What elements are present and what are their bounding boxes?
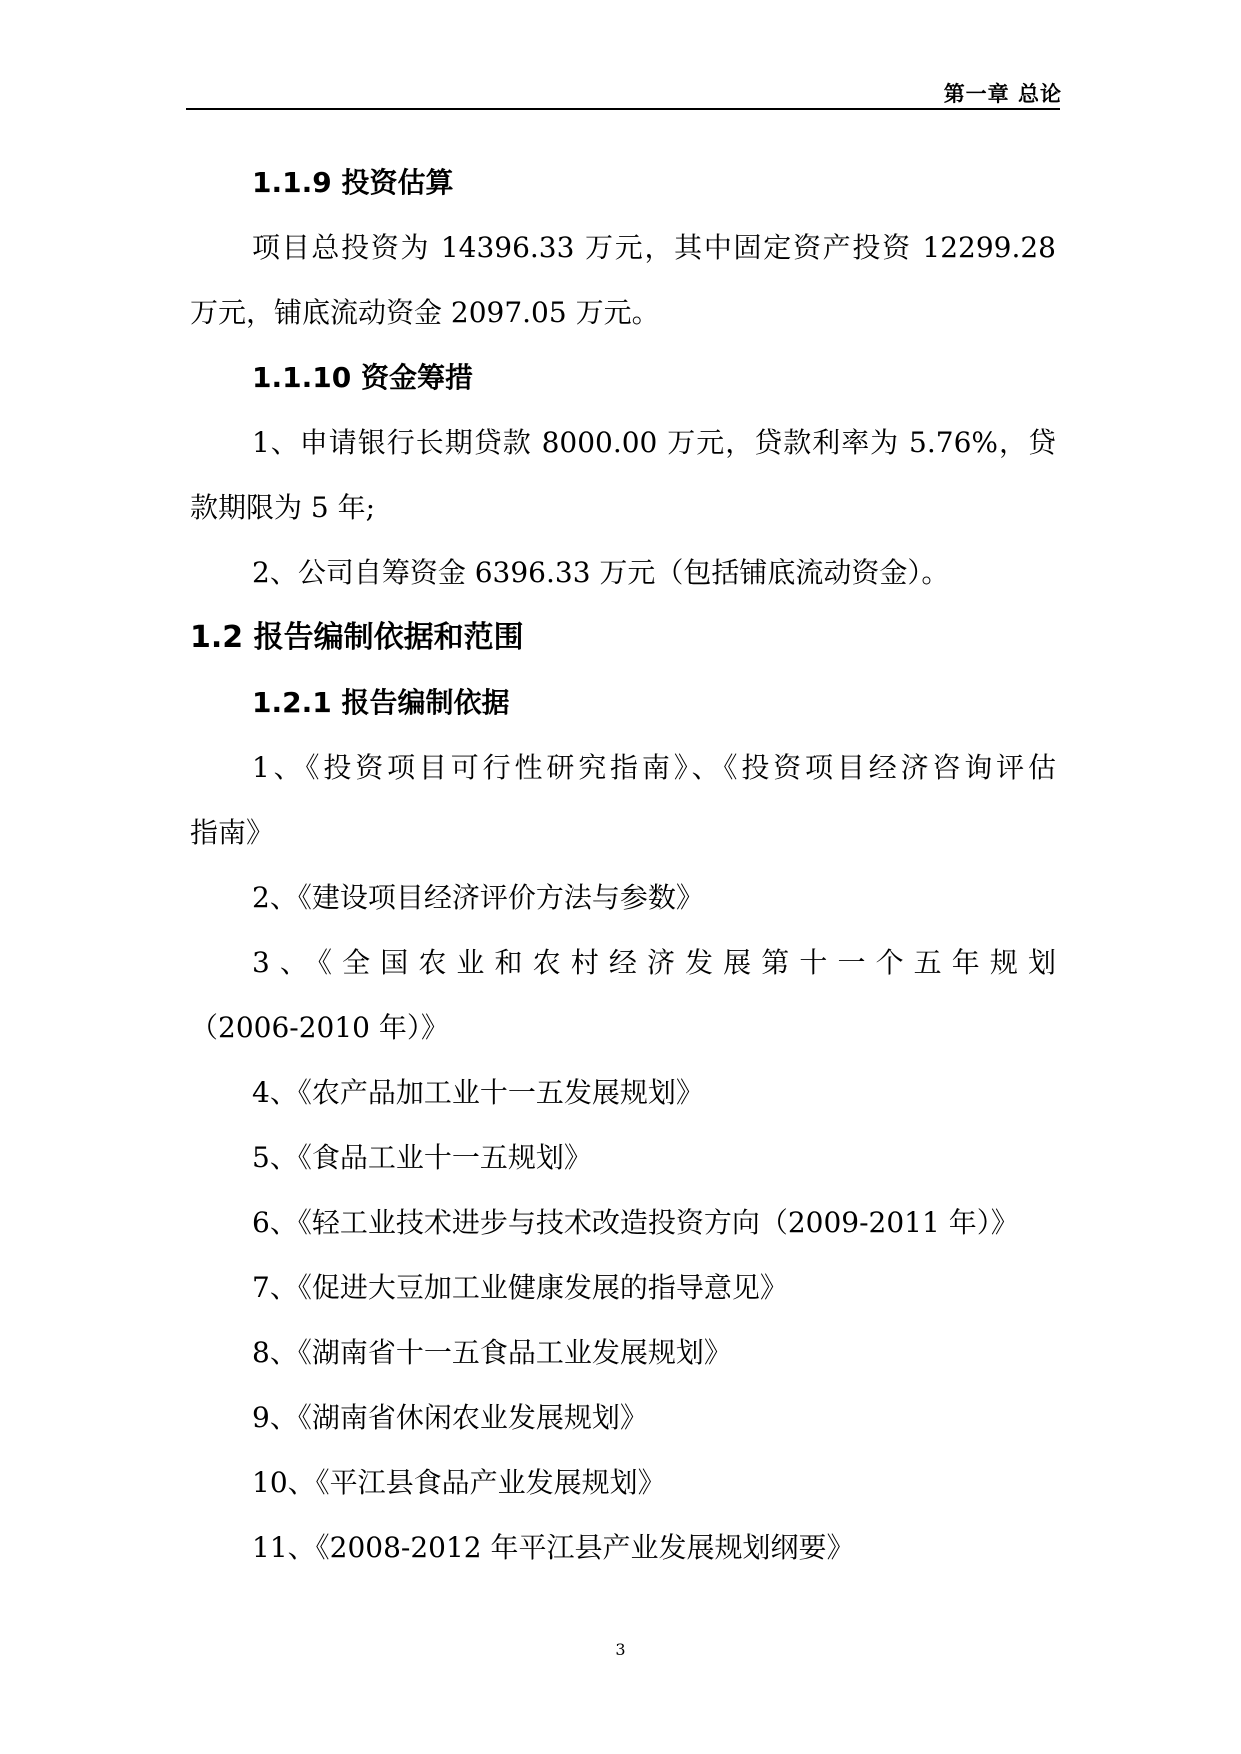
funding-item-1-line-1 [190, 410, 1056, 475]
basis-item-11: 11、《2008-2012 年平江县产业发展规划纲要》 [252, 1531, 855, 1564]
basis-item-1-text-1: 1、《投资项目可行性研究指南》、《投资项目经济咨询评估 [252, 751, 1056, 784]
section-heading-1-2: 1.2 报告编制依据和范围 [190, 620, 524, 655]
paragraph-investment-line-2: 万元，铺底流动资金 2097.05 万元。 [190, 296, 660, 329]
basis-item-3-text-1: 3、《全国农业和农村经济发展第十一个五年规划 [252, 946, 1056, 979]
section-heading-1-2-1: 1.2.1 报告编制依据 [252, 686, 510, 719]
basis-item-5: 5、《食品工业十一五规划》 [252, 1141, 592, 1174]
header-divider [186, 108, 1060, 110]
page-number: 3 [615, 1640, 626, 1659]
basis-item-6: 6、《轻工业技术进步与技术改造投资方向（2009-2011 年）》 [252, 1206, 1019, 1239]
section-heading-1-1-9: 1.1.9 投资估算 [252, 166, 454, 199]
basis-item-1-line-1 [190, 735, 1056, 800]
paragraph-investment-text-1: 项目总投资为 14396.33 万元，其中固定资产投资 12299.28 [252, 231, 1056, 264]
funding-item-1-line-2: 款期限为 5 年; [190, 491, 376, 524]
basis-item-4: 4、《农产品加工业十一五发展规划》 [252, 1076, 704, 1109]
basis-item-8: 8、《湖南省十一五食品工业发展规划》 [252, 1336, 732, 1369]
basis-item-2: 2、《建设项目经济评价方法与参数》 [252, 881, 704, 914]
basis-item-10: 10、《平江县食品产业发展规划》 [252, 1466, 666, 1499]
basis-item-3-line-2: （2006-2010 年）》 [190, 1011, 449, 1044]
funding-item-1-text-1: 1、申请银行长期贷款 8000.00 万元，贷款利率为 5.76%，贷 [252, 426, 1056, 459]
funding-item-2: 2、公司自筹资金 6396.33 万元（包括铺底流动资金）。 [252, 556, 950, 589]
section-heading-1-1-10: 1.1.10 资金筹措 [252, 361, 473, 394]
basis-item-9: 9、《湖南省休闲农业发展规划》 [252, 1401, 648, 1434]
basis-item-1-line-2: 指南》 [190, 816, 275, 849]
basis-item-7: 7、《促进大豆加工业健康发展的指导意见》 [252, 1271, 788, 1304]
chapter-title: 第一章 总论 [943, 82, 1062, 106]
basis-item-3-line-1 [190, 930, 1056, 995]
document-body [190, 150, 1056, 1580]
paragraph-investment-line-1 [190, 215, 1056, 280]
